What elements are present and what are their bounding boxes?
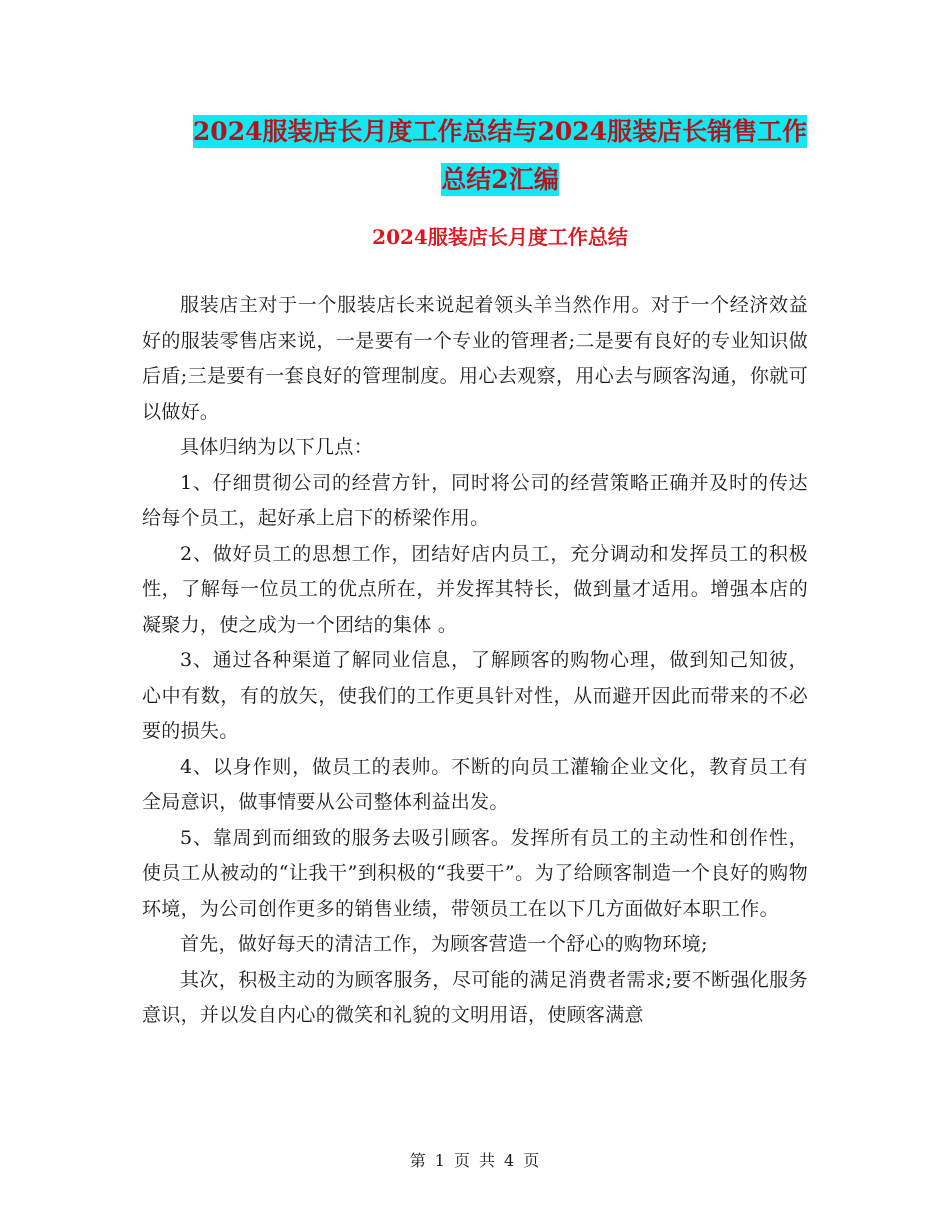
paragraph-point-4: 4、以身作则，做员工的表帅。不断的向员工灌输企业文化，教育员工有全局意识，做事情要从公司整体利益出发。	[142, 755, 808, 813]
paragraph-second: 其次，积极主动的为顾客服务，尽可能的满足消费者需求;要不断强化服务意识，并以发自内心的微笑和礼貌的文明用语，使顾客满意	[142, 968, 808, 1026]
paragraph-summary-lead: 具体归纳为以下几点：	[180, 436, 374, 458]
document-title	[140, 108, 860, 204]
section-title: 2024服装店长月度工作总结	[372, 225, 628, 249]
title-line-2: 总结2汇编	[441, 165, 559, 194]
paragraph-first: 首先，做好每天的清洁工作，为顾客营造一个舒心的购物环境;	[180, 933, 708, 955]
page-footer	[0, 1150, 950, 1172]
paragraph-point-3: 3、通过各种渠道了解同业信息，了解顾客的购物心理，做到知己知彼，心中有数，有的放矢，使我们的工作更具针对性，从而避开因此而带来的不必要的损失。	[142, 649, 808, 742]
footer-page-number: 1	[434, 1151, 446, 1170]
footer-page-word: 页	[453, 1151, 471, 1170]
paragraph-point-2: 2、做好员工的思想工作，团结好店内员工，充分调动和发挥员工的积极性，了解每一位员工的优点所在，并发挥其特长，做到量才适用。增强本店的凝聚力，使之成为一个团结的集体 。	[142, 542, 808, 636]
paragraph-intro: 服装店主对于一个服装店长来说起着领头羊当然作用。对于一个经济效益好的服装零售店来说，一是要有一个专业的管理者;二是要有良好的专业知识做后盾;三是要有一套良好的管理制度。用心去观察，用心去与顾客沟通，你就可以做好。	[142, 294, 808, 423]
footer-prefix: 第	[409, 1151, 427, 1170]
paragraph-point-1: 1、仔细贯彻公司的经营方针，同时将公司的经营策略正确并及时的传达给每个员工，起好承上启下的桥梁作用。	[142, 471, 808, 529]
footer-suffix: 页	[523, 1151, 541, 1170]
paragraph-point-5: 5、靠周到而细致的服务去吸引顾客。发挥所有员工的主动性和创作性，使员工从被动的“让我干”到积极的“我要干”。为了给顾客制造一个良好的购物环境，为公司创作更多的销售业绩，带领员工在以下几方面做好本职工作。	[142, 826, 808, 920]
footer-total-pages: 4	[504, 1151, 516, 1170]
document-body	[142, 288, 808, 1034]
footer-total-word: 共	[479, 1151, 497, 1170]
title-line-1: 2024服装店长月度工作总结与2024服装店长销售工作	[192, 117, 808, 146]
